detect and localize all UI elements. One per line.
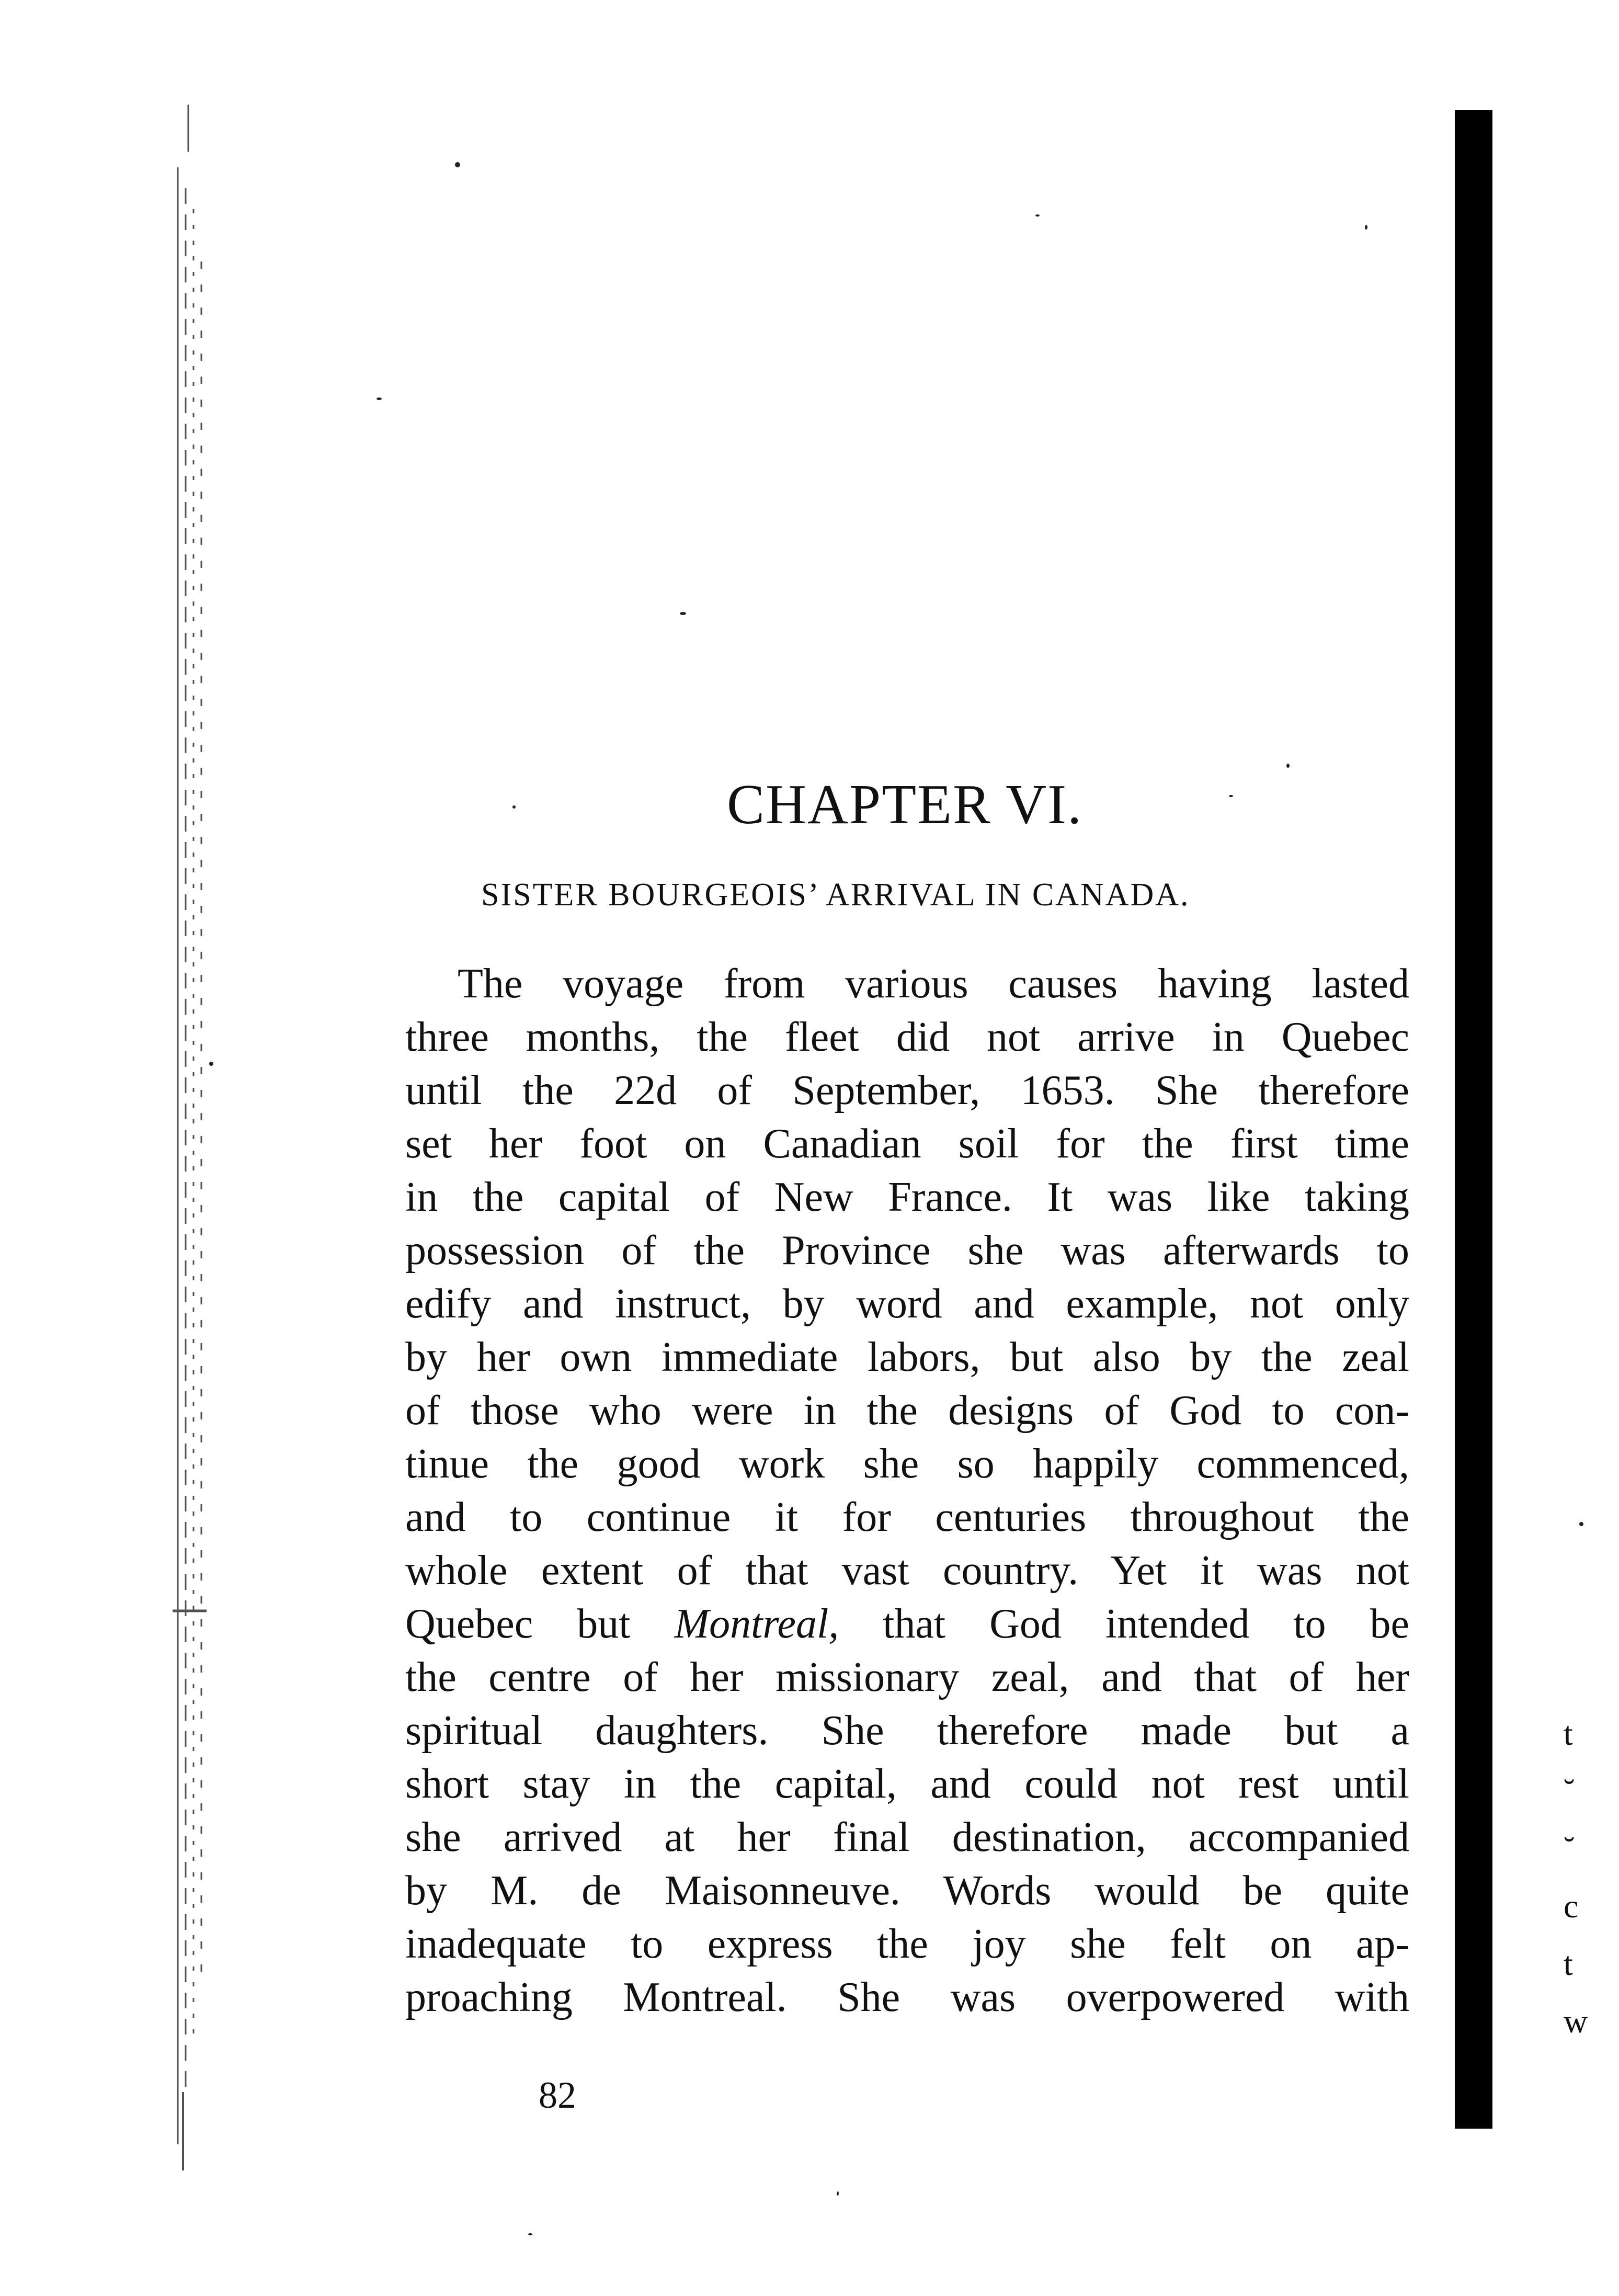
body-line: possession of the Province she was afterwards to	[405, 1227, 1409, 1274]
speck	[1035, 214, 1040, 217]
body-line: of those who were in the designs of God to con-	[405, 1388, 1409, 1434]
body-line: in the capital of New France. It was like taking	[405, 1174, 1409, 1220]
body-line: edify and instruct, by word and example, not only	[405, 1281, 1409, 1327]
body-line: by her own immediate labors, but also by the zeal	[405, 1334, 1409, 1380]
speck	[1286, 764, 1290, 768]
facing-page-bleed	[1564, 1705, 1595, 2050]
body-line: three months, the fleet did not arrive in Quebec	[405, 1014, 1409, 1060]
body-line-before: Quebec but	[405, 1601, 675, 1647]
body-line: set her foot on Canadian soil for the first time	[405, 1121, 1409, 1167]
body-line: short stay in the capital, and could not rest until	[405, 1761, 1409, 1807]
speck	[377, 397, 382, 400]
margin-glyph: ˘	[1564, 1830, 1575, 1867]
scan-gutter-artifact	[157, 105, 235, 2170]
speck	[209, 1062, 213, 1066]
speck	[1579, 1522, 1583, 1526]
speck	[1229, 795, 1233, 797]
body-line-after: that God intended to be	[839, 1601, 1410, 1647]
speck	[528, 2233, 532, 2235]
body-line-with-italic	[405, 1597, 1409, 1651]
body-line: the centre of her missionary zeal, and that of her	[405, 1654, 1409, 1700]
book-spine-shadow	[1455, 110, 1492, 2129]
speck	[455, 162, 460, 167]
speck	[512, 805, 516, 809]
body-line: The voyage from various causes having lasted	[458, 961, 1409, 1007]
speck	[1365, 225, 1367, 230]
margin-glyph: c	[1564, 1888, 1579, 1925]
margin-glyph: t	[1564, 1715, 1573, 1752]
italic-place-name: Montreal,	[674, 1601, 839, 1647]
body-line: proaching Montreal. She was overpowered with	[405, 1974, 1409, 2020]
body-line: and to continue it for centuries throughout the	[405, 1494, 1409, 1540]
body-line: spiritual daughters. She therefore made but a	[405, 1708, 1409, 1754]
body-line: until the 22d of September, 1653. She therefore	[405, 1067, 1409, 1113]
body-line: inadequate to express the joy she felt on ap-	[405, 1921, 1409, 1967]
margin-glyph: t	[1564, 1945, 1573, 1982]
chapter-title: CHAPTER VI.	[727, 774, 1083, 836]
speck	[680, 612, 686, 615]
body-line: she arrived at her final destination, accompanied	[405, 1814, 1409, 1860]
margin-glyph: w	[1564, 2003, 1588, 2040]
chapter-subtitle: SISTER BOURGEOIS’ ARRIVAL IN CANADA.	[481, 877, 1190, 913]
body-line: whole extent of that vast country. Yet it was not	[405, 1548, 1409, 1594]
body-line: by M. de Maisonneuve. Words would be quite	[405, 1868, 1409, 1914]
speck	[837, 2191, 839, 2196]
body-text	[405, 957, 1409, 2024]
page-number: 82	[539, 2074, 576, 2116]
margin-glyph: ˘	[1564, 1772, 1575, 1810]
body-line: tinue the good work she so happily commenced,	[405, 1441, 1409, 1487]
